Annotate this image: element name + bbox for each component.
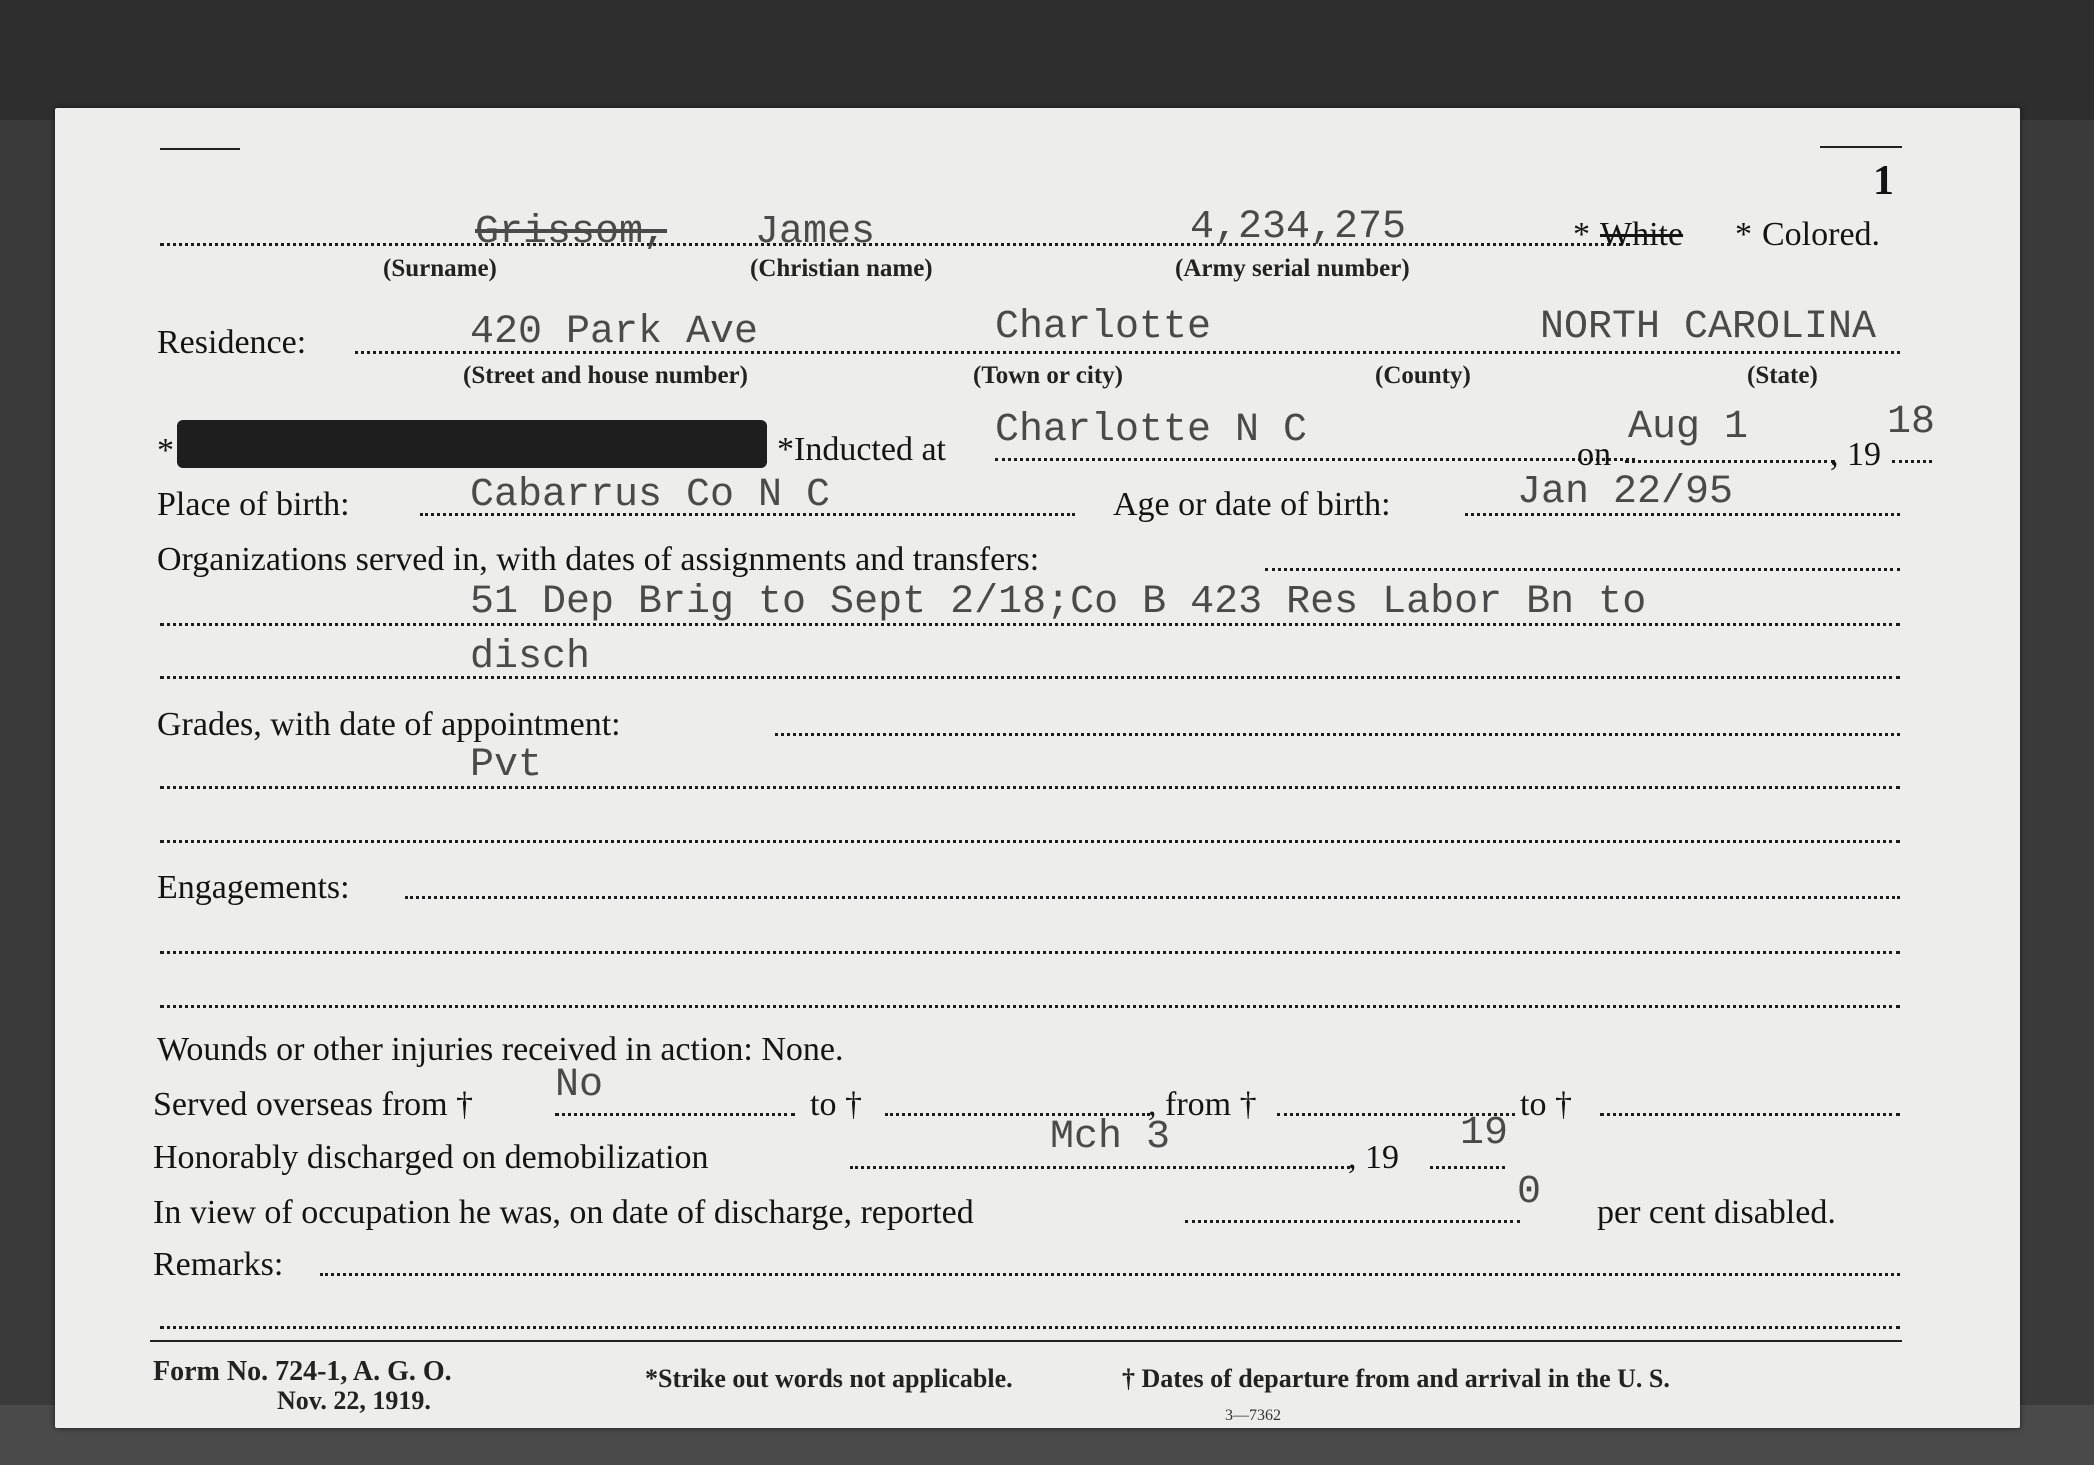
inducted-line bbox=[995, 458, 1635, 461]
overseas-label: Served overseas from † bbox=[153, 1086, 474, 1123]
organizations-line-2 bbox=[160, 676, 1900, 679]
remarks-line-1 bbox=[160, 1326, 1900, 1329]
race-asterisk: * bbox=[1573, 216, 1590, 253]
remarks-label: Remarks: bbox=[153, 1246, 284, 1283]
inducted-year-prefix: , 19 bbox=[1830, 436, 1881, 473]
inducted-on-label: on bbox=[1577, 436, 1611, 473]
inducted-place: Charlotte N C bbox=[995, 408, 1308, 453]
serial-number-value: 4,234,275 bbox=[1190, 205, 1407, 250]
disability-label: In view of occupation he was, on date of discharge, reported bbox=[153, 1194, 974, 1231]
inducted-date: Aug 1 bbox=[1628, 405, 1749, 450]
race-asterisk-2: * bbox=[1735, 216, 1752, 253]
organizations-label: Organizations served in, with dates of assignments and transfers: bbox=[157, 541, 1040, 578]
top-left-rule bbox=[160, 148, 240, 150]
residence-label: Residence: bbox=[157, 324, 307, 361]
redaction-asterisk: * bbox=[157, 432, 174, 469]
engagements-label: Engagements: bbox=[157, 869, 350, 906]
grades-value: Pvt bbox=[470, 743, 543, 788]
grades-line-1 bbox=[160, 786, 1900, 789]
discharge-year-line bbox=[1430, 1166, 1505, 1169]
page-number: 1 bbox=[1873, 158, 1894, 204]
birth-date-value: Jan 22/95 bbox=[1517, 470, 1734, 515]
engagements-line-0 bbox=[405, 896, 1900, 899]
grades-line-0 bbox=[775, 733, 1900, 736]
county-caption: (County) bbox=[1375, 362, 1471, 389]
residence-town: Charlotte bbox=[995, 305, 1212, 350]
discharge-year-prefix: , 19 bbox=[1348, 1139, 1399, 1176]
state-caption: (State) bbox=[1747, 362, 1818, 389]
wounds-text: Wounds or other injuries received in action: None. bbox=[157, 1031, 844, 1068]
service-record-card bbox=[55, 108, 2020, 1428]
organizations-line-0 bbox=[1265, 568, 1900, 571]
street-caption: (Street and house number) bbox=[463, 362, 748, 389]
footer-note-strike: *Strike out words not applicable. bbox=[645, 1364, 1013, 1393]
overseas-from2-label: , from † bbox=[1148, 1086, 1257, 1123]
discharge-date: Mch 3 bbox=[1050, 1115, 1171, 1160]
inducted-year-line bbox=[1892, 460, 1932, 463]
top-right-rule bbox=[1820, 146, 1902, 148]
inducted-date-line bbox=[1625, 460, 1835, 463]
scan-background-top bbox=[0, 0, 2094, 120]
inducted-year: 18 bbox=[1887, 400, 1936, 445]
footer-note-dates: † Dates of departure from and arrival in the U. S. bbox=[1122, 1364, 1670, 1393]
form-number: Form No. 724-1, A. G. O. bbox=[153, 1356, 452, 1387]
overseas-to2-line bbox=[1600, 1113, 1900, 1116]
name-line bbox=[160, 243, 1630, 246]
overseas-value: No bbox=[555, 1063, 604, 1108]
organizations-value-1: 51 Dep Brig to Sept 2/18;Co B 423 Res Labor Bn to bbox=[470, 580, 1647, 625]
residence-street: 420 Park Ave bbox=[470, 310, 759, 355]
race-colored: Colored. bbox=[1762, 216, 1881, 253]
inducted-label: *Inducted at bbox=[777, 431, 946, 468]
engagements-line-1 bbox=[160, 951, 1900, 954]
footer-rule bbox=[150, 1340, 1902, 1342]
surname-caption: (Surname) bbox=[383, 255, 497, 282]
christian-name-value: James bbox=[755, 210, 876, 255]
grades-line-2 bbox=[160, 840, 1900, 843]
disability-suffix: per cent disabled. bbox=[1597, 1194, 1836, 1231]
redacted-enlistment-text bbox=[177, 420, 767, 468]
discharge-year: 19 bbox=[1460, 1111, 1509, 1156]
discharge-label: Honorably discharged on demobilization bbox=[153, 1139, 709, 1176]
overseas-to2-label: to † bbox=[1520, 1086, 1572, 1123]
grades-label: Grades, with date of appointment: bbox=[157, 706, 621, 743]
overseas-from-line bbox=[555, 1113, 795, 1116]
disability-value: 0 bbox=[1517, 1170, 1542, 1215]
christian-name-caption: (Christian name) bbox=[750, 255, 933, 282]
birth-place-value: Cabarrus Co N C bbox=[470, 473, 831, 518]
form-date: Nov. 22, 1919. bbox=[277, 1386, 431, 1415]
race-white: White bbox=[1600, 216, 1684, 253]
engagements-line-2 bbox=[160, 1005, 1900, 1008]
discharge-date-line bbox=[850, 1166, 1350, 1169]
remarks-line-0 bbox=[320, 1273, 1900, 1276]
birth-date-label: Age or date of birth: bbox=[1113, 486, 1391, 523]
overseas-to-label: to † bbox=[810, 1086, 862, 1123]
birth-place-label: Place of birth: bbox=[157, 486, 350, 523]
organizations-value-2: disch bbox=[470, 635, 591, 680]
surname-value: Grissom, bbox=[475, 210, 668, 255]
disability-line bbox=[1185, 1220, 1520, 1223]
residence-state: NORTH CAROLINA bbox=[1540, 305, 1877, 350]
print-code: 3—7362 bbox=[1225, 1407, 1281, 1424]
serial-caption: (Army serial number) bbox=[1175, 255, 1410, 282]
town-caption: (Town or city) bbox=[973, 362, 1123, 389]
